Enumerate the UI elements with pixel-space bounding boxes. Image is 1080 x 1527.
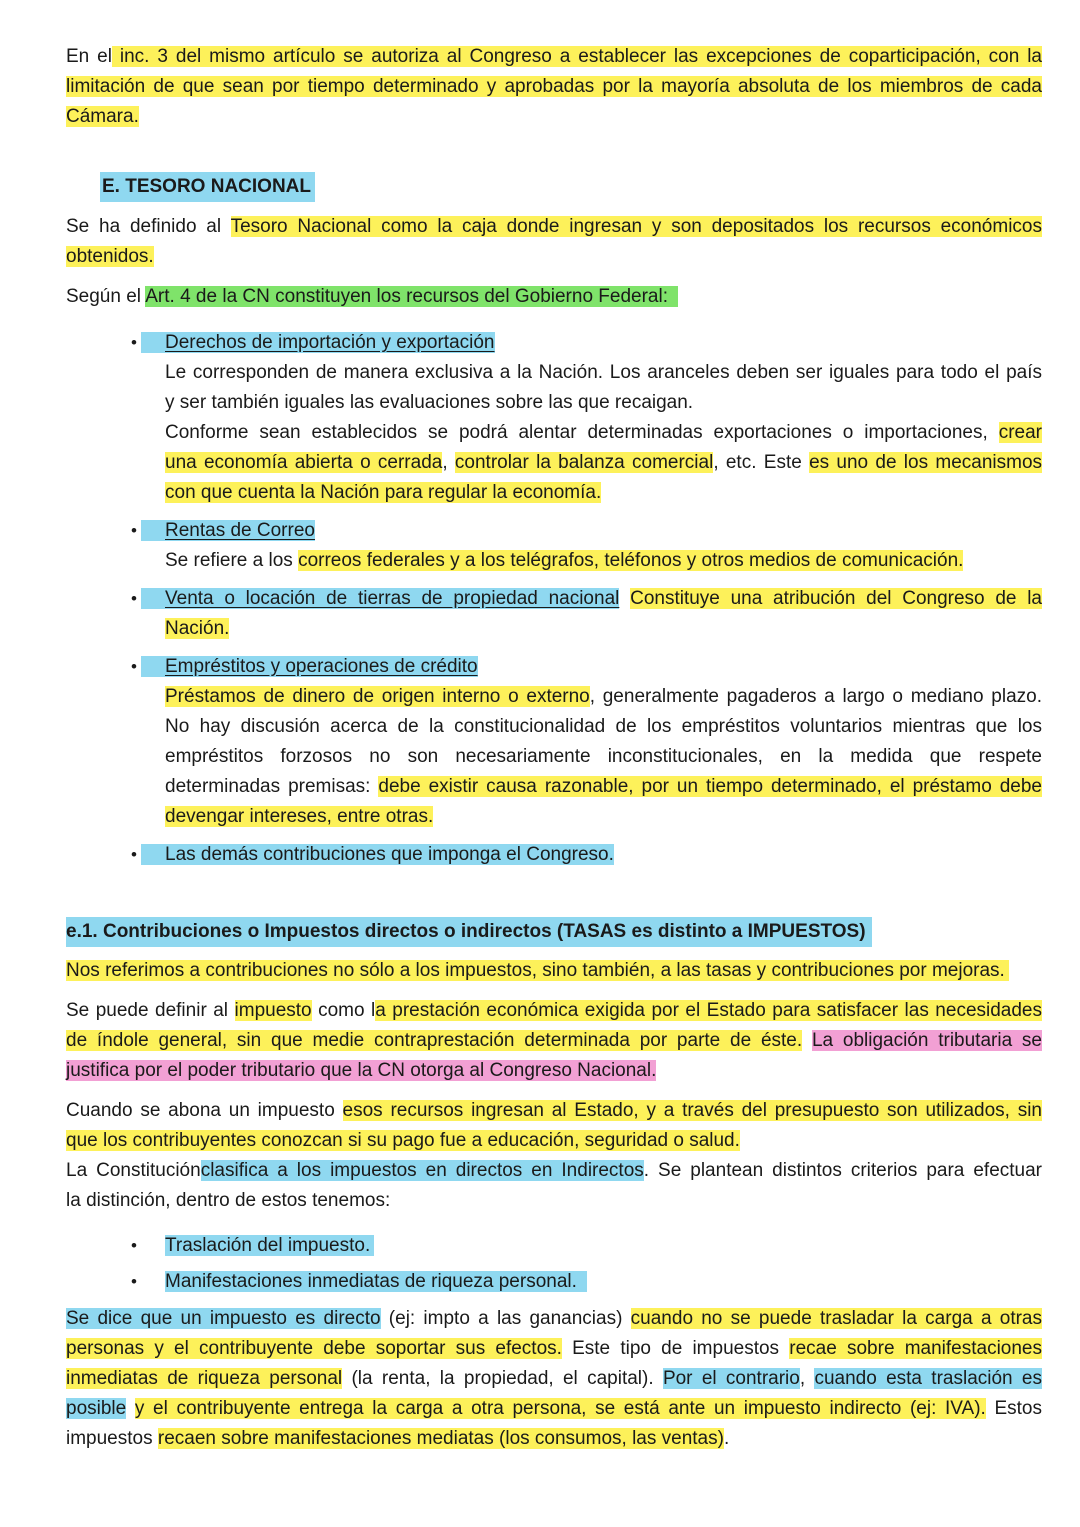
highlight-yellow: crear <box>998 422 1042 443</box>
e1-p4-line-3 <box>66 1364 1042 1394</box>
highlight-blue: Traslación del impuesto. <box>165 1235 374 1256</box>
text-run: y ser también iguales las evaluaciones sobre las que recaigan. <box>165 392 694 413</box>
highlight-yellow: correos federales y a los telégrafos, teléfonos y otros medios de comunicación. <box>298 550 964 571</box>
e1-p2-line-2 <box>66 1026 1042 1056</box>
e1-p3-line-4 <box>66 1186 1042 1216</box>
e1-p2-line-3 <box>66 1056 1042 1086</box>
text-run: como l <box>311 1000 376 1021</box>
item1-line-5 <box>165 478 1042 508</box>
item4-line-4 <box>165 772 1042 802</box>
text-run: Se puede definir al <box>66 1000 229 1021</box>
text-run: Según el <box>66 286 142 307</box>
highlight-yellow: Nos referimos a contribuciones no sólo a los impuestos, sino también, a las tasas y contribuciones por mejoras. <box>66 960 1009 981</box>
item2-line-1 <box>165 546 1042 576</box>
highlight-yellow: devengar intereses, entre otras. <box>165 806 434 827</box>
item3-line-1 <box>141 584 1042 614</box>
e1-p4-line-2 <box>66 1334 1042 1364</box>
bullet-icon: • <box>131 521 137 540</box>
bullet-icon: • <box>131 845 137 864</box>
item-title-row <box>141 328 1042 358</box>
intro-line-2 <box>66 72 1042 102</box>
bullet-icon: • <box>131 1272 137 1291</box>
highlight-yellow: inc. 3 del mismo artículo se autoriza al Congreso a establecer las excepciones de coparticipación, con la <box>111 46 1042 67</box>
highlight-yellow: una economía abierta o cerrada <box>165 452 443 473</box>
highlight-yellow: Constituye una atribución del Congreso de la <box>630 588 1042 609</box>
e1-p2-line-1 <box>66 996 1042 1026</box>
text-run: (ej: impto a las ganancias) <box>380 1308 623 1329</box>
highlight-yellow: inmediatas de riqueza personal <box>66 1368 343 1389</box>
highlight-yellow: cuando no se puede trasladar la carga a otras <box>630 1308 1042 1329</box>
item-title-correo: Rentas de Correo <box>141 520 315 541</box>
item-title-demas: Las demás contribuciones que imponga el Congreso. <box>141 844 614 865</box>
text-run: Cuando se abona un impuesto <box>66 1100 335 1121</box>
criteria-item <box>165 1267 1042 1297</box>
highlight-yellow: Nación. <box>165 618 230 639</box>
highlight-yellow: con que cuenta la Nación para regular la economía. <box>165 482 602 503</box>
text-run: la distinción, dentro de estos tenemos: <box>66 1190 391 1211</box>
text-run: Este tipo de impuestos <box>561 1338 780 1359</box>
section-heading-e1: e.1. Contribuciones o Impuestos directos o indirectos (TASAS es distinto a IMPUESTOS) <box>66 917 872 947</box>
bullet-icon: • <box>131 1236 137 1255</box>
item-title-row <box>141 516 1042 546</box>
highlight-blue: Se dice que un impuesto es directo <box>66 1308 381 1329</box>
text-run: Estos <box>985 1398 1042 1419</box>
intro-line-3 <box>66 102 1042 132</box>
highlight-yellow: recae sobre manifestaciones <box>789 1338 1042 1359</box>
text-run: Se refiere a los <box>165 550 293 571</box>
highlight-yellow: Tesoro Nacional como la caja donde ingresan y son depositados los recursos económicos <box>230 216 1042 237</box>
text-run: Conforme sean establecidos se podrá alentar determinadas exportaciones o importaciones, <box>165 422 988 443</box>
highlight-yellow: a prestación económica exigida por el Estado para satisfacer las necesidades <box>375 1000 1042 1021</box>
highlight-yellow: impuesto <box>234 1000 312 1021</box>
text-run: Le corresponden de manera exclusiva a la Nación. Los aranceles deben ser iguales para todo el país <box>165 362 1042 383</box>
highlight-yellow: personas y el contribuyente debe soportar sus efectos. <box>66 1338 562 1359</box>
tesoro-def-line-2 <box>66 242 1042 272</box>
highlight-yellow: obtenidos. <box>66 246 154 267</box>
highlight-pink: La obligación tributaria se <box>811 1030 1043 1051</box>
text-run: impuestos <box>66 1428 153 1449</box>
e1-p1 <box>66 956 1042 986</box>
art4-line <box>66 282 1042 312</box>
section-heading-e: E. TESORO NACIONAL <box>100 172 315 202</box>
highlight-yellow: limitación de que sean por tiempo determinado y aprobadas por la mayoría absoluta de los miembros de cada <box>66 76 1042 97</box>
item4-line-2 <box>165 712 1042 742</box>
highlight-blue: Por el contrario <box>662 1368 800 1389</box>
item-title-row <box>141 840 1042 870</box>
e1-p4-line-1 <box>66 1304 1042 1334</box>
item1-line-4 <box>165 448 1042 478</box>
highlight-green: Art. 4 de la CN constituyen los recursos del Gobierno Federal: <box>145 286 678 307</box>
text-run: Se ha definido al <box>66 216 222 237</box>
bullet-icon: • <box>131 333 137 352</box>
item4-line-3 <box>165 742 1042 772</box>
highlight-yellow: de índole general, sin que medie contraprestación determinada por parte de éste. <box>66 1030 803 1051</box>
highlight-blue: posible <box>66 1398 127 1419</box>
text-run: determinadas premisas: <box>165 776 371 797</box>
text-run: , generalmente pagaderos a largo o mediano plazo. <box>589 686 1042 707</box>
item4-line-5 <box>165 802 1042 832</box>
item4-line-1 <box>165 682 1042 712</box>
text-run: . <box>723 1428 730 1449</box>
highlight-yellow: esos recursos ingresan al Estado, y a través del presupuesto son utilizados, sin <box>342 1100 1042 1121</box>
highlight-yellow: Cámara. <box>66 106 139 127</box>
highlight-blue: clasifica a los impuestos en directos en Indirectos <box>200 1160 644 1181</box>
e1-p4-line-4 <box>66 1394 1042 1424</box>
text-run: No hay discusión acerca de la constitucionalidad de los empréstitos voluntarios mientras que los <box>165 716 1042 737</box>
item-title-row <box>141 652 1042 682</box>
item-title-tierras: Venta o locación de tierras de propiedad nacional <box>141 588 619 609</box>
text-run: , <box>799 1368 806 1389</box>
bullet-icon: • <box>131 589 137 608</box>
highlight-yellow: Préstamos de dinero de origen interno o externo <box>165 686 590 707</box>
e1-p3-line-3 <box>66 1156 1042 1186</box>
highlight-pink: justifica por el poder tributario que la CN otorga al Congreso Nacional. <box>66 1060 657 1081</box>
intro-line-1 <box>66 42 1042 72</box>
text-run: La Constitución <box>66 1160 201 1181</box>
item1-line-3 <box>165 418 1042 448</box>
text-run: . Se plantean distintos criterios para efectuar <box>643 1160 1043 1181</box>
text-run: En el <box>66 46 112 67</box>
text-run: (la renta, la propiedad, el capital). <box>342 1368 654 1389</box>
e1-p3-line-2 <box>66 1126 1042 1156</box>
e1-p3-line-1 <box>66 1096 1042 1126</box>
highlight-yellow: que los contribuyentes conozcan si su pago fue a educación, seguridad o salud. <box>66 1130 740 1151</box>
item-title-importacion: Derechos de importación y exportación <box>141 332 495 353</box>
highlight-yellow: y el contribuyente entrega la carga a otra persona, se está ante un impuesto indirecto (ej: IVA). <box>134 1398 986 1419</box>
e1-p4-line-5 <box>66 1424 1042 1454</box>
text-run: , etc. Este <box>713 452 802 473</box>
tesoro-def-line-1 <box>66 212 1042 242</box>
item1-line-2 <box>165 388 1042 418</box>
text-run: empréstitos forzosos no son necesariamente inconstitucionales, en la medida que respete <box>165 746 1042 767</box>
criteria-item <box>165 1231 1042 1261</box>
highlight-yellow: es uno de los mecanismos <box>809 452 1043 473</box>
text-run: , <box>442 452 448 473</box>
item3-line-2 <box>165 614 1042 644</box>
highlight-blue: Manifestaciones inmediatas de riqueza personal. <box>165 1271 587 1292</box>
highlight-yellow: recaen sobre manifestaciones mediatas (los consumos, las ventas) <box>157 1428 724 1449</box>
item-title-emprestitos: Empréstitos y operaciones de crédito <box>141 656 478 677</box>
highlight-yellow: controlar la balanza comercial <box>454 452 714 473</box>
highlight-yellow: debe existir causa razonable, por un tiempo determinado, el préstamo debe <box>378 776 1042 797</box>
bullet-icon: • <box>131 657 137 676</box>
item1-line-1 <box>165 358 1042 388</box>
highlight-blue: cuando esta traslación es <box>814 1368 1042 1389</box>
